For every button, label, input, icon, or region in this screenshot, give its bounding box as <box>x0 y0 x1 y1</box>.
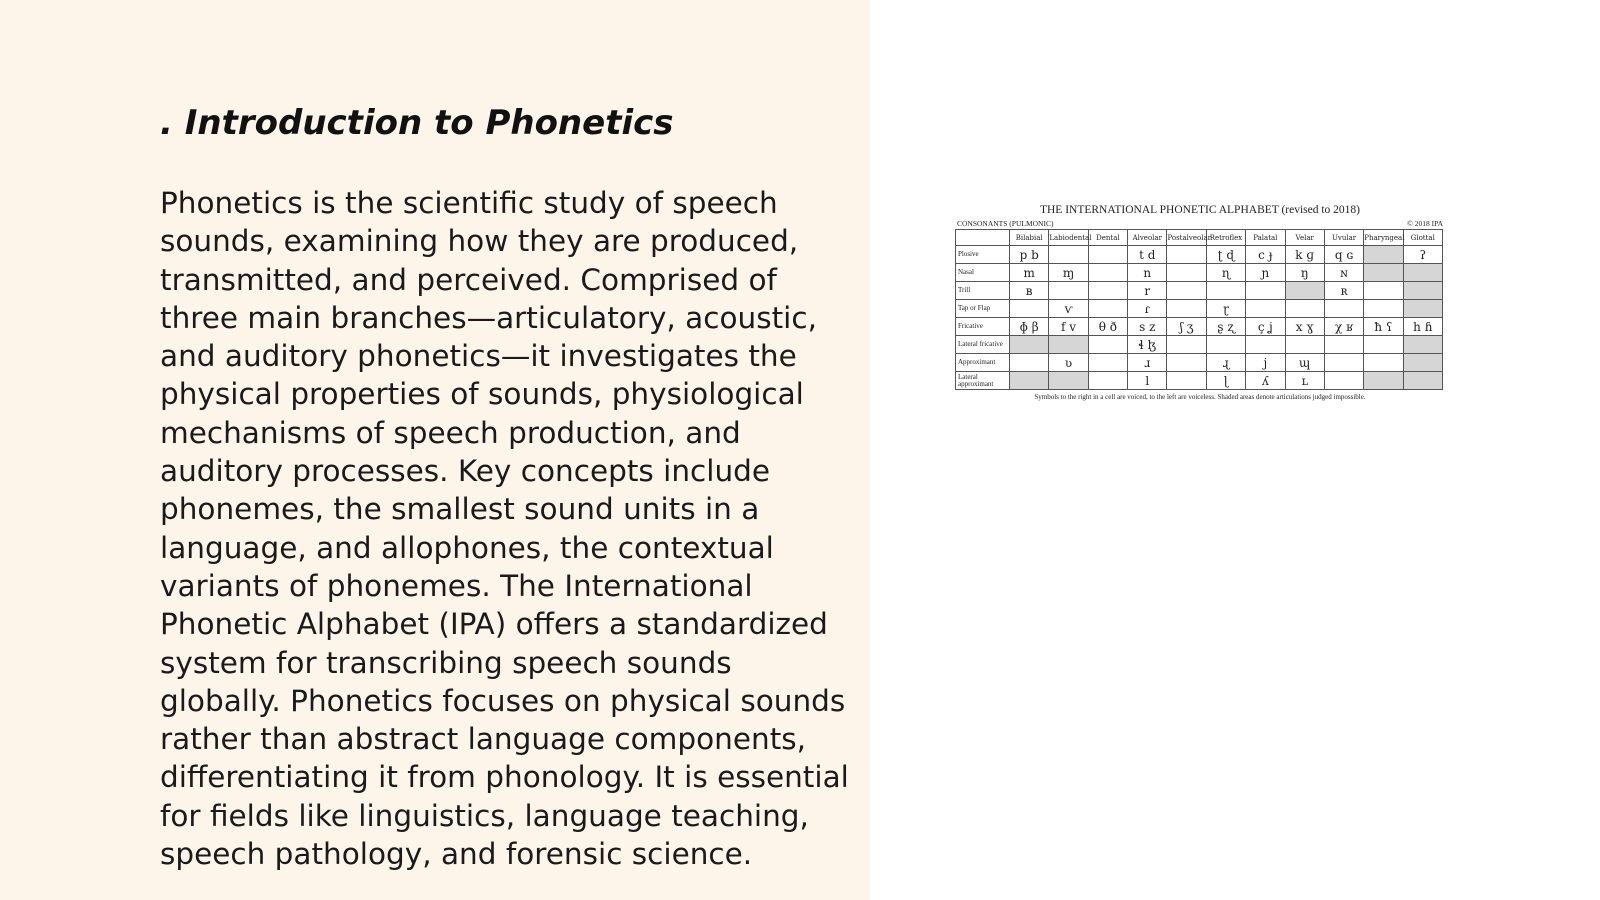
ipa-symbol-cell: ç ʝ <box>1246 318 1285 336</box>
ipa-symbol-cell <box>1364 282 1403 300</box>
ipa-table-row <box>956 372 1443 390</box>
ipa-symbol-cell <box>1246 282 1285 300</box>
ipa-column-header: Alveolar <box>1128 230 1167 246</box>
ipa-row-label: Trill <box>956 282 1010 300</box>
ipa-column-header: Uvular <box>1324 230 1363 246</box>
ipa-symbol-cell: ɱ <box>1049 264 1088 282</box>
ipa-table-row <box>956 300 1443 318</box>
ipa-symbol-cell <box>1364 300 1403 318</box>
ipa-symbol-cell <box>1403 300 1442 318</box>
slide-title: . Introduction to Phonetics <box>160 103 674 143</box>
ipa-row-label: Nasal <box>956 264 1010 282</box>
ipa-chart-subtitle <box>955 218 1445 229</box>
ipa-symbol-cell: s z <box>1128 318 1167 336</box>
ipa-symbol-cell <box>1285 282 1324 300</box>
ipa-chart-subtitle-left: CONSONANTS (PULMONIC) <box>957 219 1054 228</box>
ipa-column-header: Palatal <box>1246 230 1285 246</box>
ipa-symbol-cell <box>1364 336 1403 354</box>
ipa-symbol-cell: n <box>1128 264 1167 282</box>
ipa-symbol-cell <box>1088 300 1127 318</box>
slide-body-text: Phonetics is the scientific study of speech sounds, examining how they are produced, transmitted, and perceived. Comprised of three main branches—articulatory, acoustic, and auditory phonetics—it investigates the physical properties of sounds, physiological mechanisms of speech production, and auditory processes. Key concepts include phonemes, the smallest sound units in a language, and allophones, the contextual variants of phonemes. The International Phonetic Alphabet (IPA) offers a standardized system for transcribing speech sounds globally. Phonetics focuses on physical sounds rather than abstract language components, differentiating it from phonology. It is essential for fields like linguistics, language teaching, speech pathology, and forensic science. <box>160 186 849 872</box>
ipa-symbol-cell <box>1285 300 1324 318</box>
ipa-symbol-cell: x ɣ <box>1285 318 1324 336</box>
ipa-symbol-cell: ɸ β <box>1010 318 1049 336</box>
ipa-table-row <box>956 246 1443 264</box>
ipa-column-header: Dental <box>1088 230 1127 246</box>
ipa-column-header: Retroflex <box>1206 230 1245 246</box>
ipa-symbol-cell: χ ʁ <box>1324 318 1363 336</box>
ipa-symbol-cell: ʂ ʐ <box>1206 318 1245 336</box>
ipa-symbol-cell: t d <box>1128 246 1167 264</box>
ipa-symbol-cell: ʙ <box>1010 282 1049 300</box>
ipa-symbol-cell <box>1088 354 1127 372</box>
ipa-symbol-cell <box>1088 336 1127 354</box>
ipa-symbol-cell <box>1285 336 1324 354</box>
ipa-symbol-cell: c ɟ <box>1246 246 1285 264</box>
ipa-symbol-cell <box>1403 372 1442 390</box>
ipa-symbol-cell <box>1246 336 1285 354</box>
ipa-symbol-cell <box>1324 372 1363 390</box>
ipa-row-label: Approximant <box>956 354 1010 372</box>
ipa-table-row <box>956 264 1443 282</box>
ipa-symbol-cell <box>1364 354 1403 372</box>
ipa-symbol-cell: ɲ <box>1246 264 1285 282</box>
ipa-symbol-cell <box>1206 282 1245 300</box>
ipa-symbol-cell: ħ ʕ <box>1364 318 1403 336</box>
ipa-symbol-cell <box>1010 354 1049 372</box>
ipa-symbol-cell <box>1167 354 1206 372</box>
ipa-symbol-cell: ʟ <box>1285 372 1324 390</box>
ipa-chart-footnote: Symbols to the right in a cell are voiced, to the left are voiceless. Shaded areas denote articulations judged impossible. <box>1034 393 1366 401</box>
ipa-symbol-cell <box>1049 282 1088 300</box>
ipa-chart-copyright: © 2018 IPA <box>1407 219 1443 228</box>
ipa-row-label: Tap or Flap <box>956 300 1010 318</box>
ipa-column-header: Pharyngeal <box>1364 230 1403 246</box>
ipa-row-label: Plosive <box>956 246 1010 264</box>
ipa-symbol-cell <box>1167 336 1206 354</box>
ipa-symbol-cell: ʀ <box>1324 282 1363 300</box>
ipa-symbol-cell <box>1088 372 1127 390</box>
ipa-symbol-cell: k ɡ <box>1285 246 1324 264</box>
ipa-table-row <box>956 336 1443 354</box>
ipa-symbol-cell: ɬ ɮ <box>1128 336 1167 354</box>
ipa-symbol-cell: ɾ <box>1128 300 1167 318</box>
ipa-symbol-cell <box>1010 300 1049 318</box>
ipa-column-header: Bilabial <box>1010 230 1049 246</box>
ipa-symbol-cell <box>1167 300 1206 318</box>
ipa-table-row <box>956 282 1443 300</box>
ipa-symbol-cell: h ɦ <box>1403 318 1442 336</box>
ipa-symbol-cell <box>1403 354 1442 372</box>
ipa-symbol-cell: θ ð <box>1088 318 1127 336</box>
ipa-symbol-cell: ɴ <box>1324 264 1363 282</box>
ipa-symbol-cell: r <box>1128 282 1167 300</box>
ipa-symbol-cell <box>1403 264 1442 282</box>
ipa-symbol-cell <box>1088 282 1127 300</box>
ipa-symbol-cell <box>1364 372 1403 390</box>
ipa-symbol-cell <box>1364 246 1403 264</box>
ipa-chart-image <box>955 202 1445 401</box>
ipa-column-header: Postalveolar <box>1167 230 1206 246</box>
ipa-symbol-cell: ⱱ <box>1049 300 1088 318</box>
ipa-symbol-cell <box>1088 264 1127 282</box>
ipa-symbol-cell: ʎ <box>1246 372 1285 390</box>
ipa-symbol-cell <box>1049 372 1088 390</box>
ipa-symbol-cell: ŋ <box>1285 264 1324 282</box>
ipa-symbol-cell <box>1167 372 1206 390</box>
ipa-symbol-cell: ɹ <box>1128 354 1167 372</box>
ipa-symbol-cell <box>1403 336 1442 354</box>
ipa-symbol-cell <box>1088 246 1127 264</box>
ipa-symbol-cell <box>1364 264 1403 282</box>
ipa-symbol-cell <box>1324 336 1363 354</box>
ipa-consonant-table <box>955 229 1443 390</box>
ipa-column-header: Labiodental <box>1049 230 1088 246</box>
ipa-row-label: Lateral fricative <box>956 336 1010 354</box>
ipa-table-row <box>956 354 1443 372</box>
ipa-symbol-cell <box>1167 264 1206 282</box>
ipa-symbol-cell <box>1167 246 1206 264</box>
ipa-symbol-cell: ɽ <box>1206 300 1245 318</box>
ipa-row-label: Lateral approximant <box>956 372 1010 390</box>
ipa-header-corner <box>956 230 1010 246</box>
ipa-symbol-cell: f v <box>1049 318 1088 336</box>
ipa-symbol-cell <box>1246 300 1285 318</box>
ipa-symbol-cell: q ɢ <box>1324 246 1363 264</box>
ipa-symbol-cell <box>1324 354 1363 372</box>
ipa-row-label: Fricative <box>956 318 1010 336</box>
ipa-symbol-cell: ɰ <box>1285 354 1324 372</box>
ipa-symbol-cell: p b <box>1010 246 1049 264</box>
ipa-symbol-cell: ɻ <box>1206 354 1245 372</box>
ipa-column-header: Velar <box>1285 230 1324 246</box>
ipa-table-row <box>956 318 1443 336</box>
ipa-symbol-cell: ʔ <box>1403 246 1442 264</box>
ipa-symbol-cell: ɳ <box>1206 264 1245 282</box>
ipa-symbol-cell: m <box>1010 264 1049 282</box>
ipa-symbol-cell: l <box>1128 372 1167 390</box>
ipa-symbol-cell <box>1167 282 1206 300</box>
image-panel <box>870 0 1600 900</box>
ipa-symbol-cell: ɭ <box>1206 372 1245 390</box>
ipa-symbol-cell <box>1049 336 1088 354</box>
ipa-symbol-cell: ʃ ʒ <box>1167 318 1206 336</box>
ipa-chart-title: THE INTERNATIONAL PHONETIC ALPHABET (revised to 2018) <box>1039 204 1361 216</box>
ipa-column-header: Glottal <box>1403 230 1442 246</box>
ipa-symbol-cell: j <box>1246 354 1285 372</box>
ipa-symbol-cell <box>1324 300 1363 318</box>
ipa-header-row <box>956 230 1443 246</box>
ipa-symbol-cell <box>1049 246 1088 264</box>
ipa-symbol-cell: ʋ <box>1049 354 1088 372</box>
ipa-symbol-cell <box>1403 282 1442 300</box>
ipa-table-body <box>956 246 1443 390</box>
ipa-symbol-cell <box>1010 372 1049 390</box>
ipa-symbol-cell: ʈ ɖ <box>1206 246 1245 264</box>
ipa-symbol-cell <box>1206 336 1245 354</box>
ipa-symbol-cell <box>1010 336 1049 354</box>
